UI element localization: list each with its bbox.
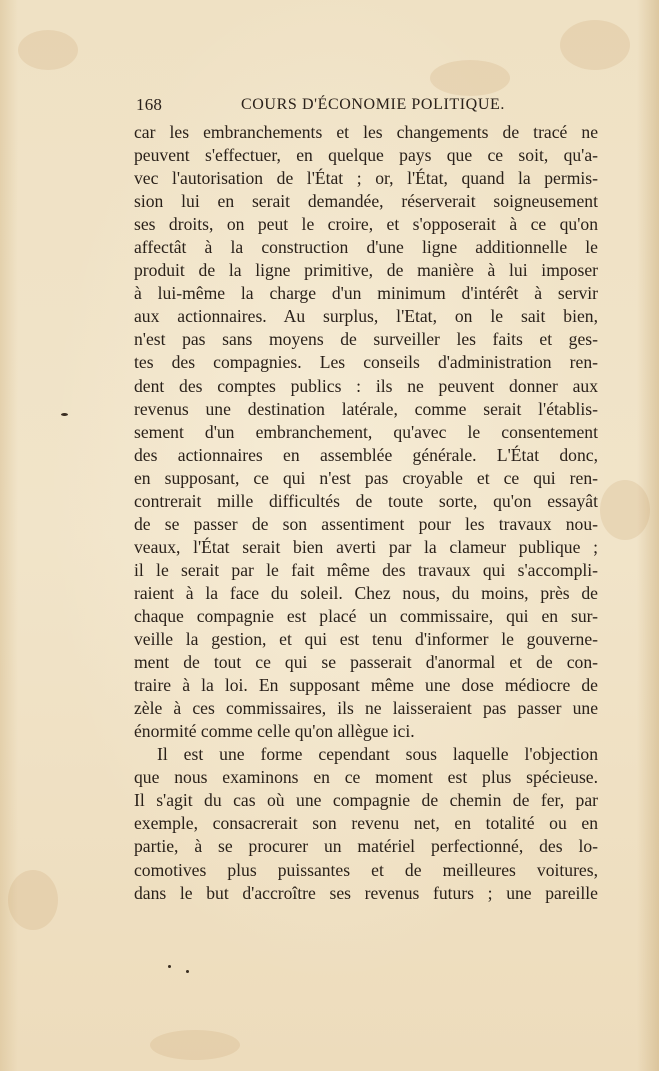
text-line: veaux, l'État serait bien averti par la clameur publique ; (134, 536, 598, 557)
page-edge-shadow-right (637, 0, 659, 1071)
text-line: ses droits, on peut le croire, et s'opposerait à ce qu'on (134, 214, 598, 235)
text-line: dent des comptes publics : ils ne peuvent donner aux (134, 375, 598, 396)
text-line: dans le but d'accroître ses revenus futurs ; une pareille (134, 882, 598, 903)
text-line: Il est une forme cependant sous laquelle l'objection (157, 744, 598, 765)
foxing-stain (560, 20, 630, 70)
page-number: 168 (136, 95, 163, 114)
foxing-stain (600, 480, 650, 540)
running-head: COURS D'ÉCONOMIE POLITIQUE. (241, 96, 505, 113)
text-line: tes des compagnies. Les conseils d'administration ren- (134, 352, 598, 373)
text-line: traire à la loi. En supposant même une dose médiocre de (134, 675, 598, 696)
paragraph-2 (134, 743, 598, 904)
text-line: revenus une destination latérale, comme serait l'établis- (134, 398, 598, 419)
foxing-stain (8, 870, 58, 930)
text-line: comotives plus puissantes et de meilleures voitures, (134, 859, 598, 880)
text-line: n'est pas sans moyens de surveiller les faits et ges- (134, 329, 598, 350)
text-line: produit de la ligne primitive, de manière à lui imposer (134, 260, 598, 281)
text-line: veille la gestion, et qui est tenu d'informer le gouverne- (134, 629, 598, 650)
text-line: partie, à se procurer un matériel perfectionné, des lo- (134, 836, 598, 857)
body-text (134, 121, 598, 905)
text-line: chaque compagnie est placé un commissaire, qui en sur- (134, 605, 598, 626)
text-line: sion lui en serait demandée, réserverait soigneusement (134, 191, 598, 212)
text-line: en supposant, ce qui n'est pas croyable et ce qui ren- (134, 467, 598, 488)
foxing-stain (150, 1030, 240, 1060)
text-line: peuvent s'effectuer, en quelque pays que ce soit, qu'a- (134, 145, 598, 166)
ink-speck (61, 413, 68, 416)
foxing-stain (430, 60, 510, 96)
foxing-stain (18, 30, 78, 70)
text-line: exemple, consacrerait son revenu net, en totalité ou en (134, 813, 598, 834)
text-line: il le serait par le fait même des travaux qui s'accompli- (134, 559, 598, 580)
text-line: Il s'agit du cas où une compagnie de chemin de fer, par (134, 790, 598, 811)
text-line: car les embranchements et les changements de tracé ne (134, 122, 598, 142)
text-line: raient à la face du soleil. Chez nous, du moins, près de (134, 582, 598, 603)
text-line: ment de tout ce qui se passerait d'anormal et de con- (134, 652, 598, 673)
ink-speck (168, 965, 171, 968)
text-line: à lui-même la charge d'un minimum d'intérêt à servir (134, 283, 598, 304)
text-line: zèle à ces commissaires, ils ne laisseraient pas passer une (134, 698, 598, 719)
ink-speck (186, 970, 189, 973)
paragraph-1 (134, 121, 598, 743)
text-line: contrerait mille difficultés de toute sorte, qu'on essayât (134, 490, 598, 511)
text-line: aux actionnaires. Au surplus, l'Etat, on le sait bien, (134, 306, 598, 327)
text-line: énormité comme celle qu'on allègue ici. (134, 721, 415, 742)
text-line: affectât à la construction d'une ligne additionnelle le (134, 237, 598, 258)
text-line: de se passer de son assentiment pour les travaux nou- (134, 513, 598, 534)
text-line: que nous examinons en ce moment est plus spécieuse. (134, 767, 598, 788)
text-line: sement d'un embranchement, qu'avec le consentement (134, 421, 598, 442)
text-line: des actionnaires en assemblée générale. L'État donc, (134, 444, 598, 465)
text-line: vec l'autorisation de l'État ; or, l'État, quand la permis- (134, 168, 598, 189)
page-header (136, 93, 596, 117)
